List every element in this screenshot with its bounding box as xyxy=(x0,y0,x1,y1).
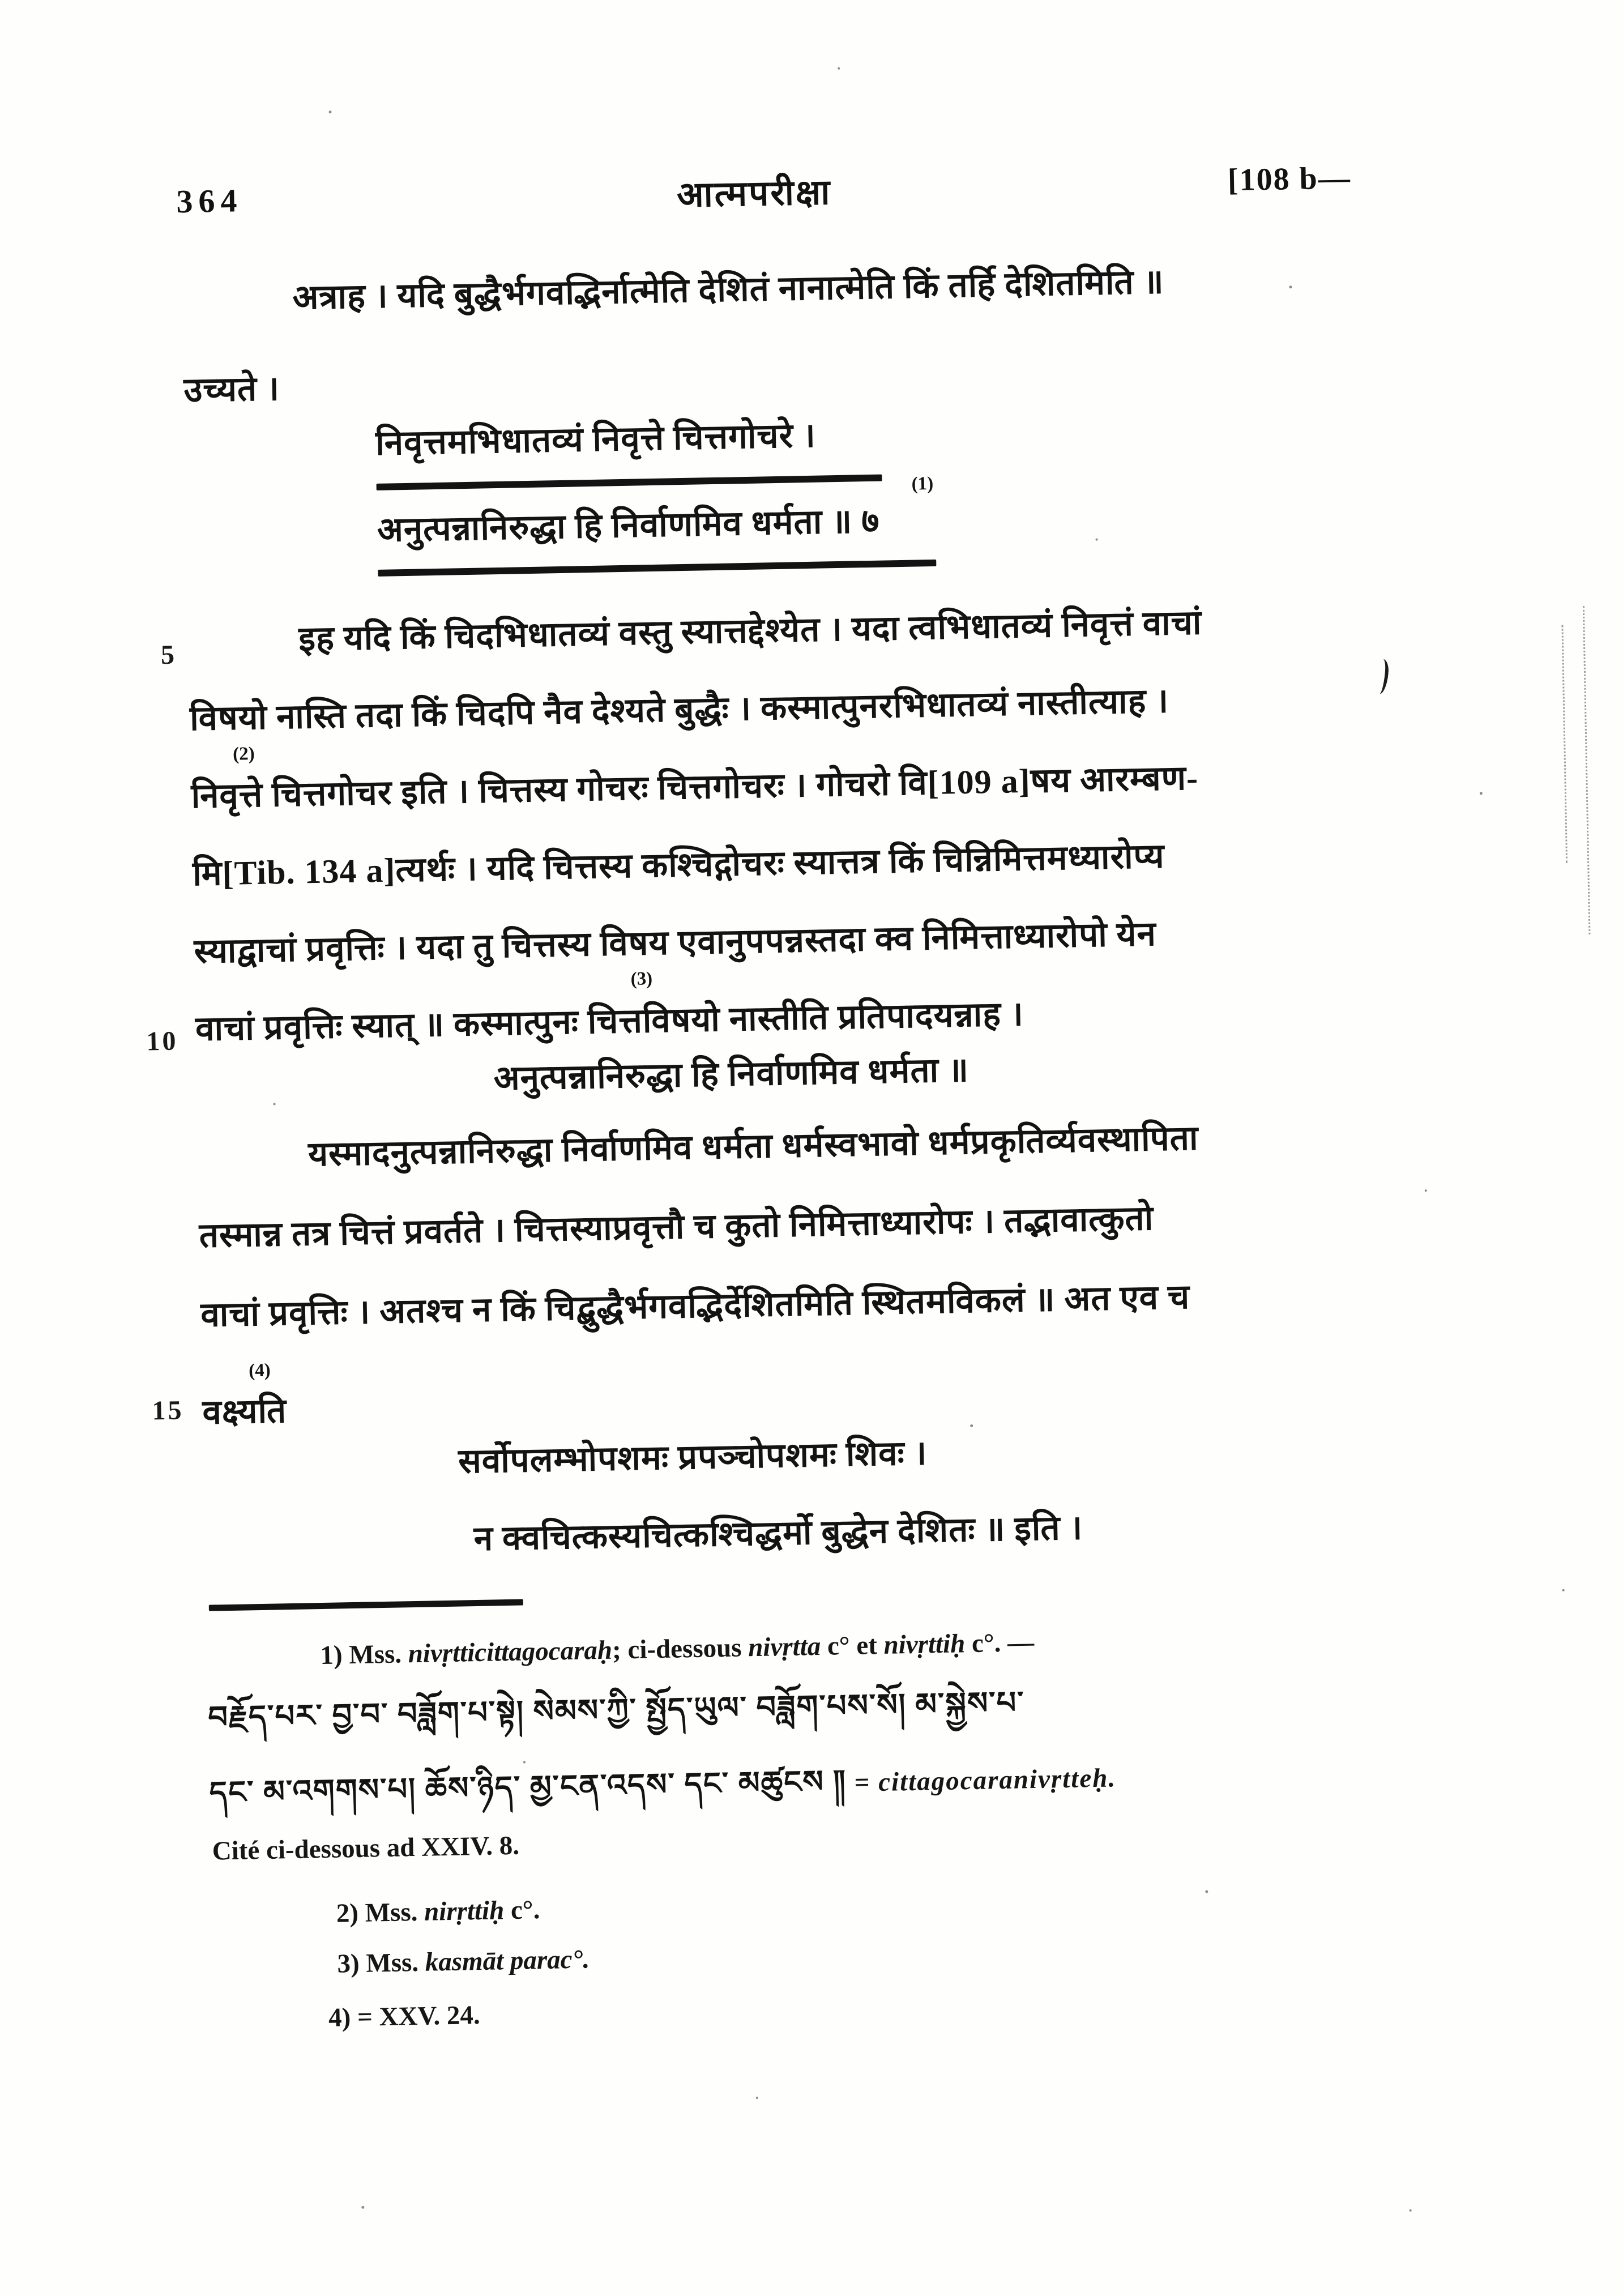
scan-speck xyxy=(274,1103,276,1105)
sanskrit-paragraph-line: वाचां प्रवृत्तिः स्यात् ॥ कस्मात्पुनः चित्तविषयो नास्तीति प्रतिपादयन्नाह । xyxy=(195,995,1024,1048)
sanskrit-line-ucyate: उच्यते । xyxy=(183,370,280,409)
verse-underline-2 xyxy=(378,560,936,577)
equals-sign: = xyxy=(846,1768,879,1798)
scan-speck xyxy=(1205,1890,1208,1893)
footnote-marker-2: (2) xyxy=(232,743,255,765)
page-number: 364 xyxy=(176,182,243,220)
footnote-2 xyxy=(336,1894,540,1929)
scan-speck xyxy=(1480,792,1483,795)
footnote-1-text: ; ci-dessous xyxy=(612,1633,749,1665)
sanskrit-paragraph-line: वक्ष्यति xyxy=(202,1392,287,1431)
verse-underline-1 xyxy=(377,475,882,490)
footnote-4: 4) = XXV. 24. xyxy=(328,2000,481,2033)
footnote-1-text: c° et xyxy=(820,1630,885,1661)
scan-speck xyxy=(756,2097,758,2099)
footnote-2-variant: nirṛttiḥ xyxy=(424,1896,505,1927)
scan-artifact-line xyxy=(1583,606,1591,934)
footnote-marker-1: (1) xyxy=(911,473,934,494)
footnote-1-text: 1) Mss. xyxy=(319,1639,409,1671)
folio-marker: [108 b— xyxy=(1227,160,1352,198)
scan-speck xyxy=(361,2206,364,2209)
scan-speck xyxy=(970,1424,973,1427)
verse-line-4: न क्वचित्कस्यचित्कश्चिद्धर्मो बुद्धेन देशितः ॥ इति । xyxy=(473,1509,1083,1558)
sanskrit-paragraph-line: स्याद्वाचां प्रवृत्तिः । यदा तु चित्तस्य विषय एवानुपपन्नस्तदा क्व निमित्ताध्यारोपो येन xyxy=(194,915,1157,970)
scan-speck xyxy=(1096,539,1098,541)
sanskrit-paragraph-line: निवृत्ते चित्तगोचर इति । चित्तस्य गोचरः चित्तगोचरः । गोचरो वि[109 a]षय आरम्बण- xyxy=(190,759,1199,816)
footnote-1-variant: nivṛtta xyxy=(748,1631,821,1663)
scan-speck xyxy=(838,67,840,70)
line-number-15: 15 xyxy=(151,1395,184,1426)
verse-line-3: सर्वोपलम्भोपशमः प्रपञ्चोपशमः शिवः । xyxy=(458,1434,928,1480)
scan-artifact-mark xyxy=(1373,658,1390,694)
footnote-3-variant: kasmāt parac°. xyxy=(425,1944,590,1977)
footnote-1-variant: nivṛtticittagocaraḥ xyxy=(408,1635,613,1669)
footnote-2-text: c°. xyxy=(503,1895,540,1926)
sanskrit-paragraph-line: विषयो नास्ति तदा किं चिदपि नैव देश्यते बुद्धैः । कस्मात्पुनरभिधातव्यं नास्तीत्याह । xyxy=(189,682,1169,738)
footnote-2-text: 2) Mss. xyxy=(336,1897,425,1928)
tibetan-line-2-text: དང་ མ་འགགས་པ། ཆོས་ཉིད་ མྱ་ངན་འདས་ དང་ མཚུངས ༎ xyxy=(209,1764,847,1810)
footnote-3 xyxy=(337,1944,590,1979)
footnote-1-cite: Cité ci-dessous ad XXIV. 8. xyxy=(212,1830,520,1866)
tibetan-equivalent-translit: cittagocaranivṛtteḥ. xyxy=(878,1763,1117,1798)
sanskrit-paragraph-line: मि[Tib. 134 a]त्यर्थः । यदि चित्तस्य कश्चिद्गोचरः स्यात्तत्र किं चिन्निमित्तमध्यारोप्य xyxy=(192,837,1165,893)
sanskrit-paragraph-line: यस्मादनुत्पन्नानिरुद्धा निर्वाणमिव धर्मता धर्मस्वभावो धर्मप्रकृतिर्व्यवस्थापिता xyxy=(307,1119,1199,1173)
tibetan-line-2 xyxy=(209,1742,1117,1844)
sanskrit-paragraph-line: वाचां प्रवृत्तिः । अतश्च न किं चिद्बुद्धैर्भगवद्भिर्देशितमिति स्थितमविकलं ॥ अत एव च xyxy=(200,1278,1190,1334)
scan-speck xyxy=(1562,1589,1565,1591)
line-number-10: 10 xyxy=(146,1026,178,1057)
scan-speck xyxy=(328,110,331,113)
sanskrit-paragraph-line: तस्मान्न तत्र चित्तं प्रवर्तते । चित्तस्याप्रवृत्तौ च कुतो निमित्ताध्यारोपः । तद्भावात्कुतो xyxy=(199,1199,1154,1254)
scan-artifact-line xyxy=(1561,625,1568,863)
footnote-3-text: 3) Mss. xyxy=(336,1947,426,1979)
scan-speck xyxy=(523,1761,526,1763)
scan-speck xyxy=(1410,2209,1412,2212)
sanskrit-line-intro: अत्राह । यदि बुद्धैर्भगवद्भिर्नात्मेति देशितं नानात्मेति किं तर्हि देशितमिति ॥ xyxy=(292,263,1165,317)
footnote-1-text: c°. — xyxy=(964,1627,1035,1659)
footnote-marker-4: (4) xyxy=(248,1360,271,1381)
footnote-separator xyxy=(209,1599,523,1611)
scan-speck xyxy=(1289,285,1292,288)
verse-line-2: अनुत्पन्नानिरुद्धा हि निर्वाणमिव धर्मता ॥ ७ xyxy=(377,502,881,549)
line-number-5: 5 xyxy=(160,639,177,670)
centered-quote: अनुत्पन्नानिरुद्धा हि निर्वाणमिव धर्मता ॥ xyxy=(493,1051,969,1098)
footnote-1 xyxy=(320,1627,1035,1671)
scan-speck xyxy=(1425,1189,1427,1192)
footnote-1-variant: nivṛttiḥ xyxy=(883,1629,966,1660)
footnote-marker-3: (3) xyxy=(630,968,653,989)
tibetan-line-1: བརྗོད་པར་ བྱ་བ་ བཟློག་པ་སྟེ། སེམས་ཀྱི་ སྤྱོད་ཡུལ་ བཟློག་པས་སོ། མ་སྐྱེས་པ་ xyxy=(207,1685,1026,1735)
sanskrit-paragraph-line: इह यदि किं चिदभिधातव्यं वस्तु स्यात्तद्देश्येत । यदा त्वभिधातव्यं निवृत्तं वाचां xyxy=(298,604,1202,658)
running-title: आत्मपरीक्षा xyxy=(676,173,832,215)
verse-line-1: निवृत्तमभिधातव्यं निवृत्ते चित्तगोचरे । xyxy=(375,416,817,462)
